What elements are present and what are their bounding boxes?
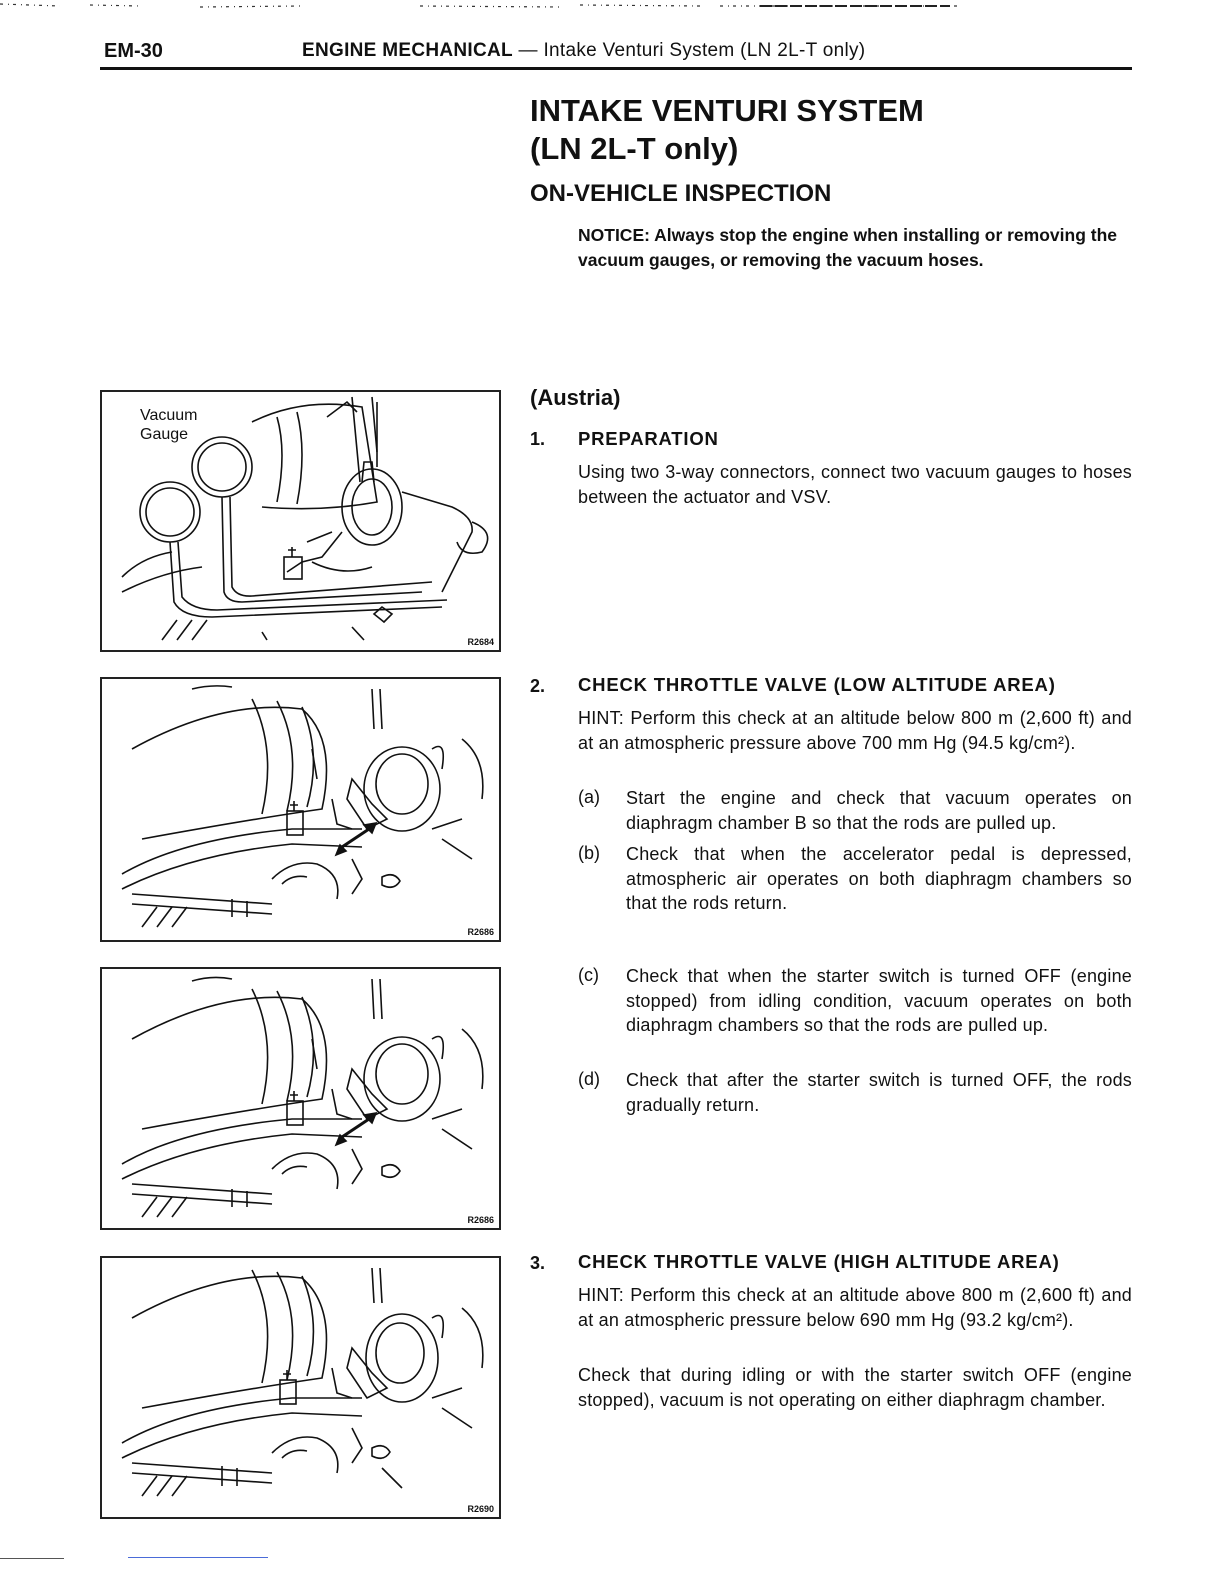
figure-4-code: R2690 (467, 1504, 494, 1514)
step-2-hint: HINT: Perform this check at an altitude below 800 m (2,600 ft) and at an atmospheric pressure above 700 mm Hg (94.5 kg/cm²). (578, 708, 1132, 753)
region-heading: (Austria) (530, 385, 621, 410)
scan-artifact-bottom-left (0, 1558, 64, 1559)
engine-illustration-4 (102, 1258, 499, 1517)
step-2c-label: (c) (578, 965, 599, 985)
page-title (530, 92, 924, 168)
figure-high-altitude-check (100, 1256, 501, 1519)
scan-artifact-top (0, 0, 960, 10)
page-title-line2: (LN 2L-T only) (530, 131, 739, 166)
engine-illustration-2 (102, 679, 499, 940)
step-1-text: Using two 3-way connectors, connect two vacuum gauges to hoses between the actuator and VSV. (578, 462, 1132, 507)
step-2d-text: Check that after the starter switch is turned OFF, the rods gradually return. (626, 1070, 1132, 1115)
step-1-title: PREPARATION (578, 428, 719, 449)
step-2a-text: Start the engine and check that vacuum operates on diaphragm chamber B so that the rods are pulled up. (626, 788, 1132, 833)
step-2b-label: (b) (578, 843, 600, 863)
figure-1-code: R2684 (467, 637, 494, 647)
running-header (302, 40, 865, 62)
header-section: ENGINE MECHANICAL (302, 40, 513, 61)
figure-vacuum-gauge-connection (100, 390, 501, 652)
vacuum-gauge-label-line1: Vacuum (140, 407, 198, 424)
step-3-number: 3. (530, 1253, 546, 1273)
step-2-number: 2. (530, 676, 546, 696)
figure-low-altitude-rods-return (100, 967, 501, 1230)
scan-artifact-bottom-blue (128, 1557, 268, 1558)
header-rule (100, 67, 1132, 70)
vacuum-gauge-label (140, 406, 198, 444)
vacuum-gauge-label-line2: Gauge (140, 426, 189, 443)
step-2a-label: (a) (578, 787, 600, 807)
step-1-number: 1. (530, 429, 546, 449)
step-2b-text: Check that when the accelerator pedal is depressed, atmospheric air operates on both diaphragm chambers so that the rods return. (626, 844, 1132, 913)
figure-3-code: R2686 (467, 1215, 494, 1225)
step-2c-text: Check that when the starter switch is turned OFF (engine stopped) from idling condition, vacuum operates on both diaphragm chambers so that the rods are pulled up. (626, 966, 1132, 1035)
engine-illustration-3 (102, 969, 499, 1228)
figure-low-altitude-rods-pulled (100, 677, 501, 942)
page-title-line1: INTAKE VENTURI SYSTEM (530, 93, 924, 128)
step-3-title: CHECK THROTTLE VALVE (HIGH ALTITUDE AREA) (578, 1251, 1060, 1272)
notice-text: NOTICE: Always stop the engine when installing or removing the vacuum gauges, or removing the vacuum hoses. (578, 225, 1117, 270)
step-2-title: CHECK THROTTLE VALVE (LOW ALTITUDE AREA) (578, 674, 1056, 695)
page-number: EM-30 (104, 40, 163, 62)
step-2d-label: (d) (578, 1069, 600, 1089)
header-subsection: Intake Venturi System (LN 2L-T only) (543, 40, 866, 61)
section-title: ON-VEHICLE INSPECTION (530, 180, 832, 207)
step-3-text: Check that during idling or with the starter switch OFF (engine stopped), vacuum is not operating on either diaphragm chamber. (578, 1365, 1132, 1410)
figure-2-code: R2686 (467, 927, 494, 937)
step-3-hint: HINT: Perform this check at an altitude above 800 m (2,600 ft) and at an atmospheric pressure below 690 mm Hg (93.2 kg/cm²). (578, 1285, 1132, 1330)
header-separator: — (518, 40, 538, 61)
